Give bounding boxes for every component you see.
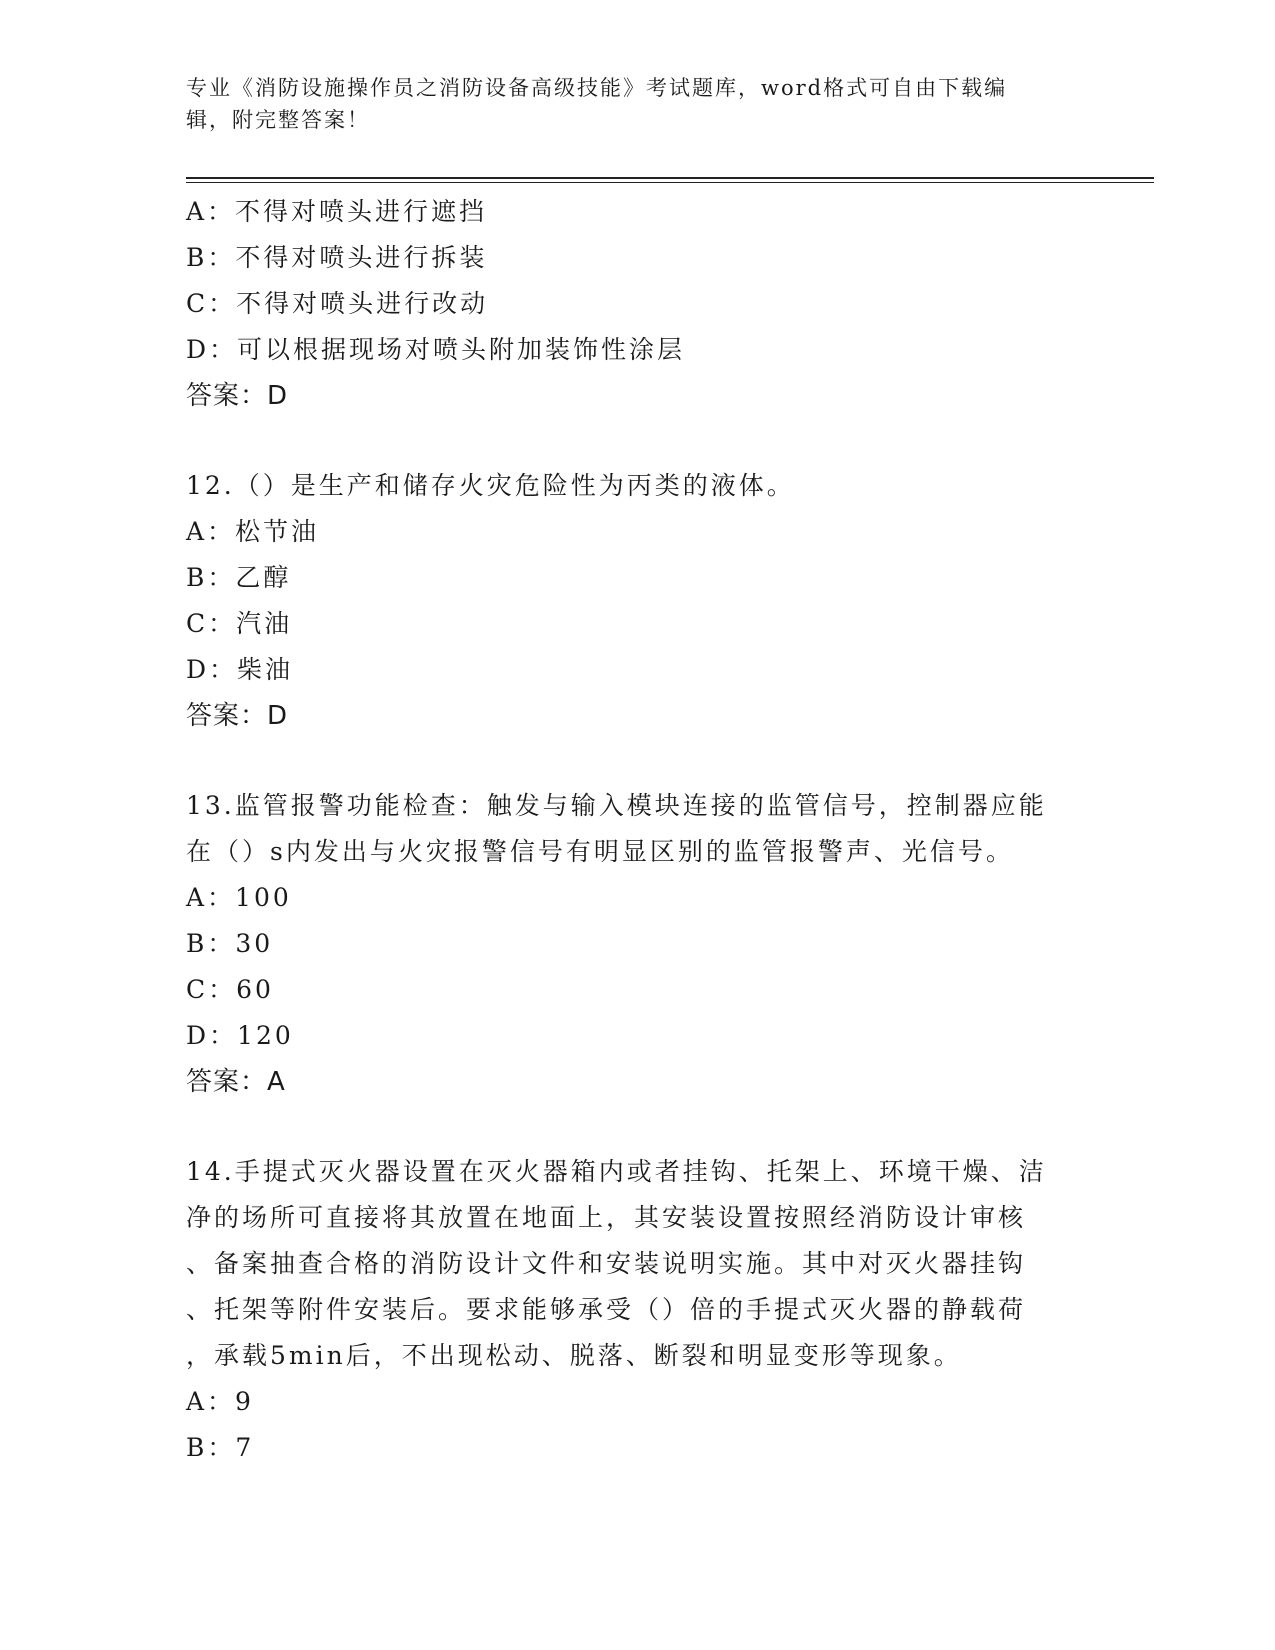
question-text-line-1: 14.手提式灭火器设置在灭火器箱内或者挂钩、托架上、环境干燥、洁	[186, 1157, 1047, 1186]
answer-line: 答案：D	[186, 701, 289, 731]
option-c: C：不得对喷头进行改动	[186, 289, 489, 318]
header-line-1: 专业《消防设施操作员之消防设备高级技能》考试题库，word格式可自由下载编	[186, 76, 1008, 100]
option-b: B：乙醇	[186, 563, 292, 592]
option-b: B：不得对喷头进行拆装	[186, 243, 488, 272]
option-d: D：柴油	[186, 655, 294, 684]
option-a: A：不得对喷头进行遮挡	[186, 197, 488, 226]
answer-line: 答案：A	[186, 1067, 286, 1097]
question-text-line-1: 13.监管报警功能检查：触发与输入模块连接的监管信号，控制器应能	[186, 791, 1047, 820]
question-block-12	[186, 463, 1086, 739]
question-text: 12.（）是生产和储存火灾危险性为丙类的液体。	[186, 471, 795, 500]
option-a: A：9	[186, 1387, 254, 1416]
option-c: C：60	[186, 975, 274, 1004]
header-divider-thin	[186, 182, 1154, 183]
spacer	[186, 419, 1086, 463]
answer-line: 答案：D	[186, 381, 289, 411]
option-b: B：7	[186, 1433, 255, 1462]
question-block-11	[186, 189, 1086, 419]
header-line-2: 辑，附完整答案！	[186, 108, 370, 132]
question-text-line-4: 、托架等附件安装后。要求能够承受（）倍的手提式灭火器的静载荷	[186, 1295, 1027, 1324]
header-divider-thick	[186, 177, 1154, 179]
question-text-line-5: ，承载5min后，不出现松动、脱落、断裂和明显变形等现象。	[186, 1341, 962, 1370]
question-list	[186, 189, 1086, 1471]
option-d: D：120	[186, 1021, 294, 1050]
question-block-13	[186, 783, 1086, 1105]
question-block-14	[186, 1149, 1086, 1471]
document-header	[186, 72, 1066, 136]
question-text-line-3: 、备案抽查合格的消防设计文件和安装说明实施。其中对灭火器挂钩	[186, 1249, 1027, 1278]
option-c: C：汽油	[186, 609, 293, 638]
spacer	[186, 739, 1086, 783]
option-a: A：100	[186, 883, 292, 912]
question-text-line-2: 净的场所可直接将其放置在地面上，其安装设置按照经消防设计审核	[186, 1203, 1027, 1232]
question-text-line-2: 在（）s内发出与火灾报警信号有明显区别的监管报警声、光信号。	[186, 837, 1014, 866]
option-d: D：可以根据现场对喷头附加装饰性涂层	[186, 335, 686, 364]
option-b: B：30	[186, 929, 274, 958]
option-a: A：松节油	[186, 517, 320, 546]
spacer	[186, 1105, 1086, 1149]
